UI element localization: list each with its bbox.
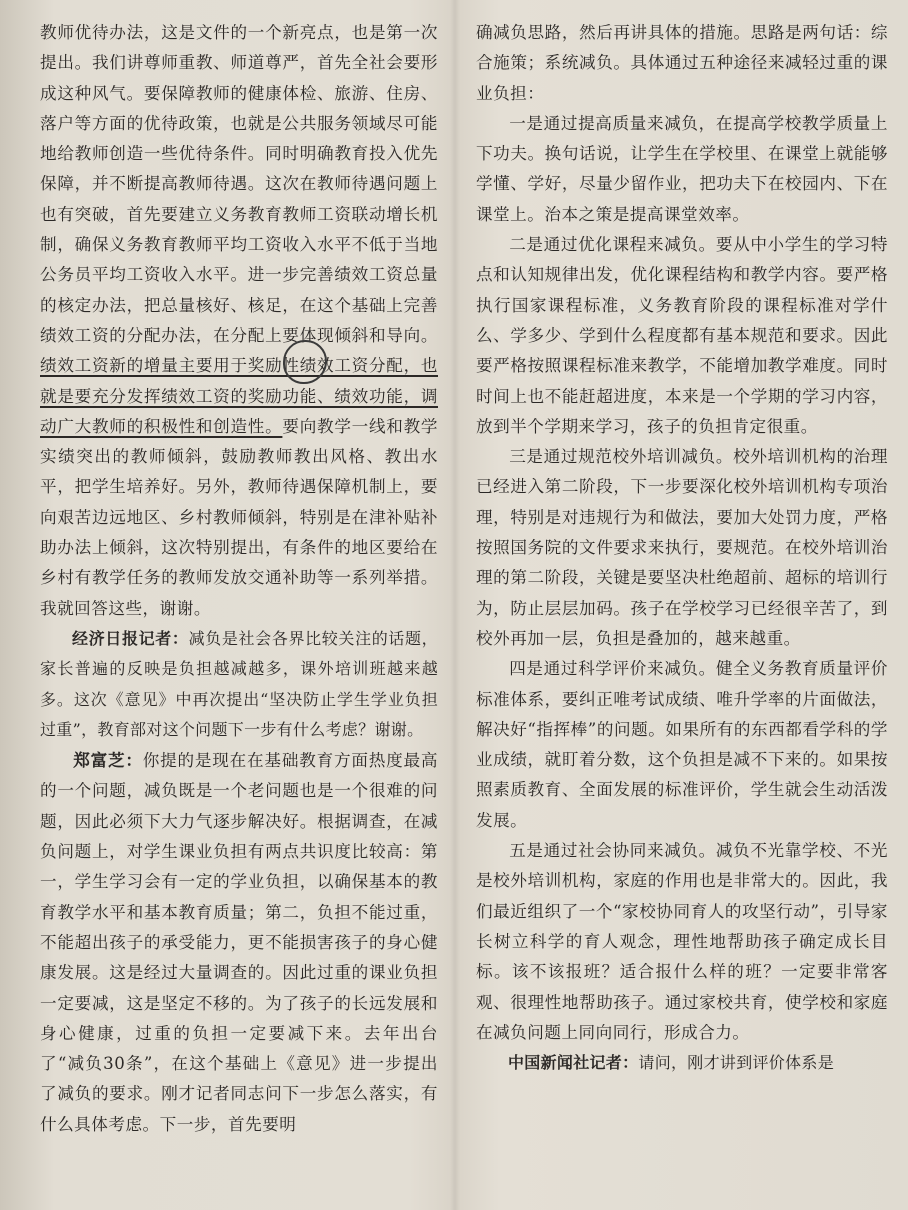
right-column — [476, 18, 888, 1078]
paragraph-teacher-benefits: 教师优待办法，这是文件的一个新亮点，也是第一次提出。我们讲尊师重教、师道尊严，首先全社会要形成这种风气。要保障教师的健康体检、旅游、住房、落户等方面的优待政策，也就是公共服务领域尽可能地给教师创造一些优待条件。同时明确教育投入优先保障，并不断提高教师待遇。这次在教师待遇问题上也有突破，首先要建立义务教育教师工资联动增长机制，确保义务教育教师平均工资收入水平不低于当地公务员平均工资收入水平。进一步完善绩效工资总量的核定办法，把总量核好、核足，在这个基础上完善绩效工资的分配办法，在分配上要体现倾斜和导向。绩效工资新的增量主要用于奖励性绩效工资分配，也就是要充分发挥绩效工资的奖励功能、绩效功能，调动广大教师的积极性和创造性。要向教学一线和教学实绩突出的教师倾斜，鼓励教师教出风格、教出水平，把学生培养好。另外，教师待遇保障机制上，要向艰苦边远地区、乡村教师倾斜，特别是在津补贴补助办法上倾斜，这次特别提出，有条件的地区要给在乡村有教学任务的教师发放交通补助等一系列举措。我就回答这些，谢谢。 — [40, 23, 439, 618]
underlined-passage: 绩效工资新的增量主要用于奖励性绩效工资分配，也就是要充分发挥绩效工资的奖励功能、绩效功能，调动广大教师的积极性和创造性。 — [40, 356, 438, 436]
speaker-label: 郑富芝： — [73, 750, 143, 771]
answer-zheng-fuzhi: 郑富芝：你提的是现在在基础教育方面热度最高的一个问题，减负既是一个老问题也是一个很难的问题，因此必须下大力气逐步解决好。根据调查，在减负问题上，对学生课业负担有两点共识度比较高：第一，学生学习会有一定的学业负担，以确保基本的教育教学水平和基本教育质量；第二，负担不能过重，不能超出孩子的承受能力，更不能损害孩子的身心健康发展。这是经过大量调查的。因此过重的课业负担一定要减，这是坚定不移的。为了孩子的长远发展和身心健康，过重的负担一定要减下来。去年出台了“减负30条”，在这个基础上《意见》进一步提出了减负的要求。刚才记者同志问下一步怎么落实，有什么具体考虑。下一步，首先要明 — [40, 750, 439, 1134]
paragraph-measure-4: 四是通过科学评价来减负。健全义务教育质量评价标准体系，要纠正唯考试成绩、唯升学率的片面做法，解决好“指挥棒”的问题。如果所有的东西都看学科的学业成绩，就盯着分数，这个负担是减不下来的。如果按照素质教育、全面发展的标准评价，学生就会生动活泼发展。 — [476, 659, 888, 830]
question-economic-daily: 经济日报记者：减负是社会各界比较关注的话题，家长普遍的反映是负担越减越多，课外培训班越来越多。这次《意见》中再次提出“坚决防止学生学业负担过重”，教育部对这个问题下一步有什么考虑？谢谢。 — [40, 628, 438, 739]
speaker-label: 经济日报记者： — [72, 628, 189, 648]
paragraph-measure-5: 五是通过社会协同来减负。减负不光靠学校、不光是校外培训机构，家庭的作用也是非常大的。因此，我们最近组织了一个“家校协同育人的攻坚行动”，引导家长树立科学的育人观念，理性地帮助孩子确定成长目标。该不该报班？适合报什么样的班？一定要非常客观、很理性地帮助孩子。通过家校共育，使学校和家庭在减负问题上同向同行，形成合力。 — [476, 841, 888, 1042]
speaker-label: 中国新闻社记者： — [508, 1053, 639, 1073]
book-gutter — [450, 0, 460, 1210]
paragraph-continued: 确减负思路，然后再讲具体的措施。思路是两句话：综合施策；系统减负。具体通过五种途径来减轻过重的课业负担： — [476, 23, 888, 103]
paragraph-measure-3: 三是通过规范校外培训减负。校外培训机构的治理已经进入第二阶段，下一步要深化校外培训机构专项治理，特别是对违规行为和做法，要加大处罚力度，严格按照国务院的文件要求来执行，要规范。在校外培训治理的第二阶段，关键是要坚决杜绝超前、超标的培训行为，防止层层加码。孩子在学校学习已经很辛苦了，到校外再加一层，负担是叠加的，越来越重。 — [476, 447, 888, 648]
question-china-news: 中国新闻社记者：请问，刚才讲到评价体系是 — [508, 1053, 835, 1073]
paragraph-measure-1: 一是通过提高质量来减负，在提高学校教学质量上下功夫。换句话说，让学生在学校里、在课堂上就能够学懂、学好，尽量少留作业，把功夫下在校园内、下在课堂上。治本之策是提高课堂效率。 — [476, 113, 888, 224]
paragraph-measure-2: 二是通过优化课程来减负。要从中小学生的学习特点和认知规律出发，优化课程结构和教学内容。要严格执行国家课程标准，义务教育阶段的课程标准对学什么、学多少、学到什么程度都有基本规范和要求。因此要严格按照课程标准来教学，不能增加教学难度。同时时间上也不能赶超进度，本来是一个学期的学习内容，放到半个学期来学习，孩子的负担肯定很重。 — [476, 235, 888, 436]
left-column — [40, 18, 438, 1140]
